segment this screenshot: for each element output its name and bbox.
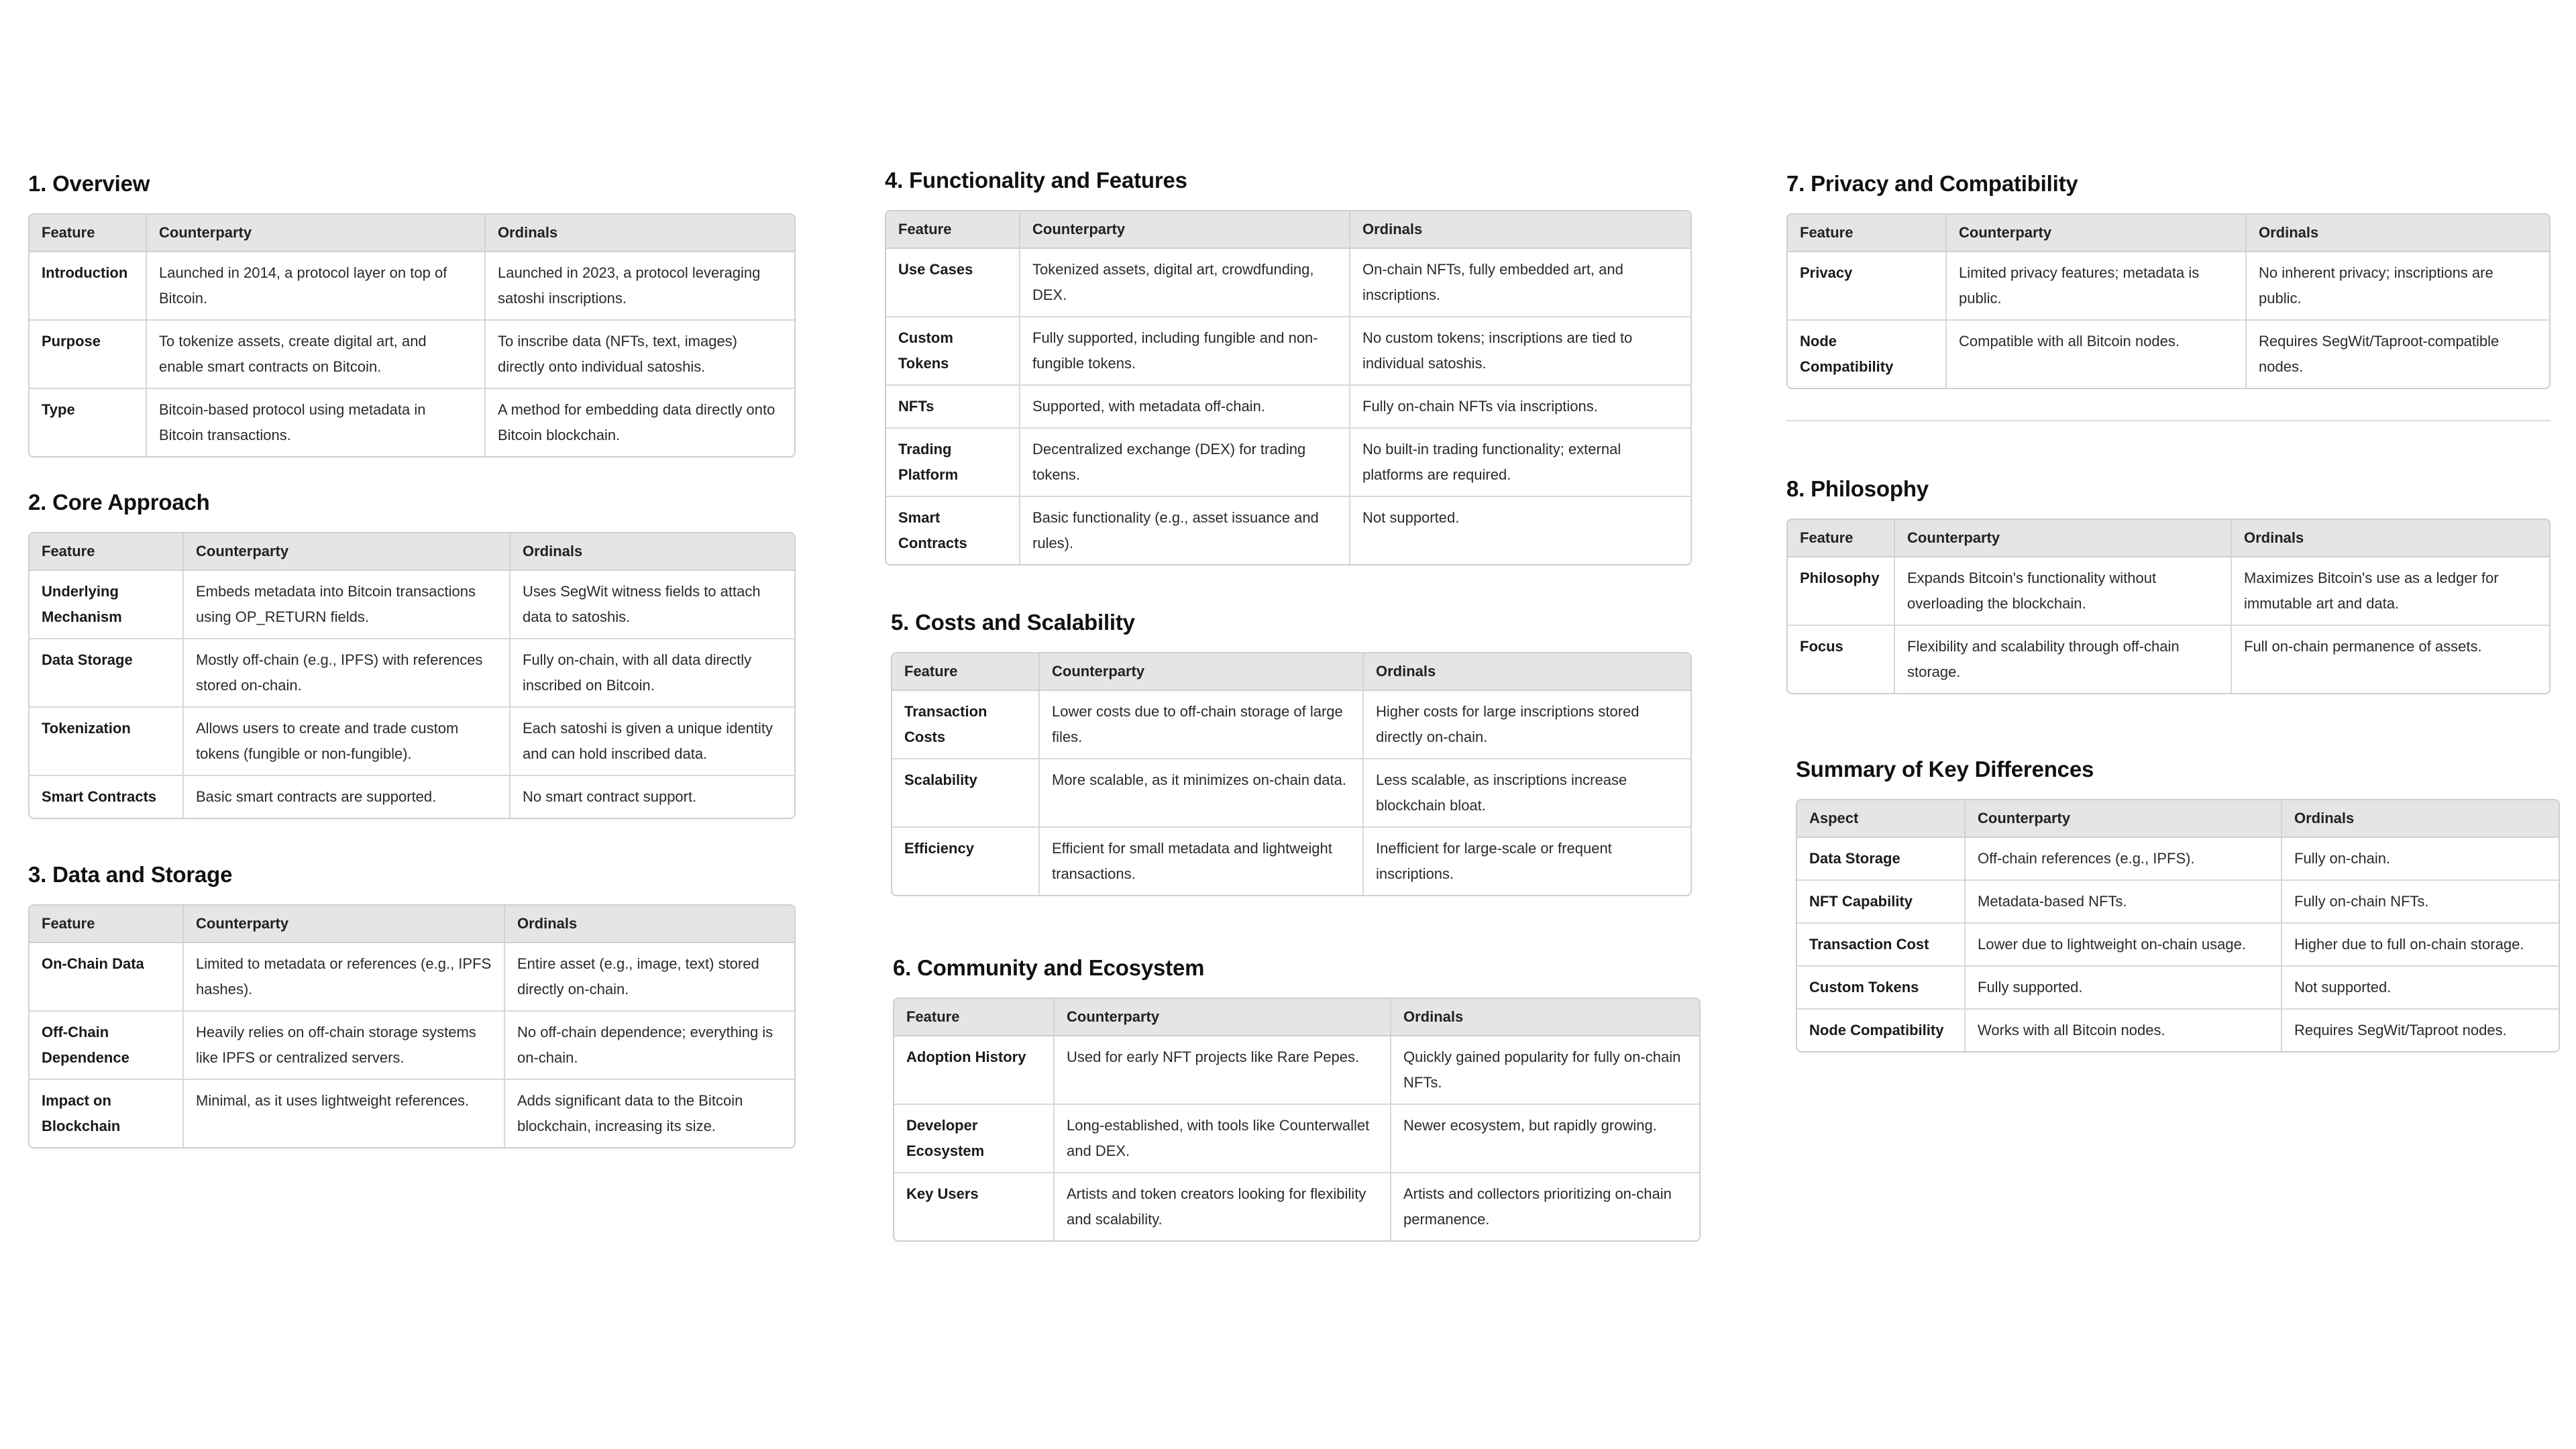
comparison-table (1786, 213, 2551, 389)
table-row (886, 429, 1690, 497)
table-row (30, 776, 794, 818)
row-feature-cell: Efficiency (892, 828, 1040, 895)
table-row (894, 1105, 1699, 1173)
ordinals-cell: Less scalable, as inscriptions increase blockchain bloat. (1364, 759, 1690, 828)
ordinals-cell: To inscribe data (NFTs, text, images) directly onto individual satoshis. (486, 321, 794, 389)
section-data-storage (28, 860, 796, 1148)
table-row (892, 759, 1690, 828)
section-title: 7. Privacy and Compatibility (1786, 171, 2078, 196)
table-row (894, 1173, 1699, 1240)
section-title: 4. Functionality and Features (885, 168, 1187, 193)
column-header: Feature (30, 906, 184, 943)
column-header: Feature (1788, 215, 1947, 252)
table-header-row (30, 906, 794, 943)
table-row (30, 943, 794, 1012)
section-title: 8. Philosophy (1786, 476, 1929, 501)
section-title: Summary of Key Differences (1796, 757, 2094, 782)
row-feature-cell: Tokenization (30, 708, 184, 776)
counterparty-cell: Expands Bitcoin's functionality without overloading the blockchain. (1895, 557, 2232, 626)
counterparty-cell: Bitcoin-based protocol using metadata in Bitcoin transactions. (147, 389, 486, 456)
ordinals-cell: Entire asset (e.g., image, text) stored directly on-chain. (505, 943, 794, 1012)
comparison-table (885, 210, 1692, 566)
ordinals-cell: Requires SegWit/Taproot-compatible nodes. (2259, 333, 2500, 375)
section-core-approach (28, 488, 796, 819)
ordinals-cell: Fully on-chain. (2282, 838, 2559, 881)
counterparty-cell: Long-established, with tools like Counterwallet and DEX. (1055, 1105, 1391, 1173)
comparison-table (893, 998, 1701, 1242)
table-header-row (1797, 800, 2559, 838)
ordinals-cell: Fully on-chain NFTs. (2282, 881, 2559, 924)
comparison-table (1786, 519, 2551, 694)
row-feature-cell: Developer Ecosystem (894, 1105, 1055, 1173)
column-header: Ordinals (1350, 211, 1690, 249)
table-row (1788, 626, 2549, 693)
table-row (1797, 924, 2559, 967)
counterparty-cell: Lower costs due to off-chain storage of large files. (1040, 691, 1364, 759)
column-header: Counterparty (1947, 215, 2247, 252)
ordinals-cell: No off-chain dependence; everything is on-chain. (505, 1012, 794, 1080)
ordinals-cell: Higher due to full on-chain storage. (2282, 924, 2559, 967)
row-feature-cell: Smart Contracts (886, 497, 1020, 564)
counterparty-cell: Embeds metadata into Bitcoin transactions using OP_RETURN fields. (184, 571, 511, 639)
comparison-table (28, 213, 796, 458)
table-header-row (1788, 520, 2549, 557)
ordinals-cell: Maximizes Bitcoin's use as a ledger for immutable art and data. (2232, 557, 2549, 626)
row-feature-cell: Scalability (892, 759, 1040, 828)
table-row (886, 249, 1690, 317)
section-costs-scalability (891, 608, 1692, 896)
row-feature-cell: Use Cases (886, 249, 1020, 317)
row-feature-cell: Underlying Mechanism (30, 571, 184, 639)
table-row (30, 1012, 794, 1080)
section-community (893, 953, 1701, 1242)
column-header: Aspect (1797, 800, 1966, 838)
counterparty-cell: Fully supported, including fungible and non-fungible tokens. (1020, 317, 1350, 386)
ordinals-cell: Inefficient for large-scale or frequent inscriptions. (1376, 840, 1612, 882)
counterparty-cell: Off-chain references (e.g., IPFS). (1966, 838, 2282, 881)
section-functionality (885, 166, 1692, 566)
row-feature-cell: Key Users (894, 1173, 1055, 1240)
row-feature-cell: On-Chain Data (30, 943, 184, 1012)
row-feature-cell: NFTs (886, 386, 1020, 429)
table-row (1797, 1010, 2559, 1051)
section-summary (1796, 755, 2560, 1053)
counterparty-cell: Launched in 2014, a protocol layer on top of Bitcoin. (147, 252, 486, 321)
counterparty-cell: Limited to metadata or references (e.g., IPFS hashes). (184, 943, 505, 1012)
row-feature-cell: Custom Tokens (1797, 967, 1966, 1010)
table-row (886, 386, 1690, 429)
column-header: Counterparty (1966, 800, 2282, 838)
column-header: Feature (1788, 520, 1895, 557)
section-title: 6. Community and Ecosystem (893, 955, 1205, 980)
ordinals-cell: Not supported. (2282, 967, 2559, 1010)
ordinals-cell: Requires SegWit/Taproot nodes. (2294, 1022, 2507, 1038)
table-header-row (894, 999, 1699, 1036)
counterparty-cell: Metadata-based NFTs. (1966, 881, 2282, 924)
row-feature-cell: Off-Chain Dependence (30, 1012, 184, 1080)
ordinals-cell: No smart contract support. (523, 788, 697, 805)
comparison-table (28, 904, 796, 1148)
table-header-row (30, 215, 794, 252)
comparison-table (891, 652, 1692, 896)
column-header: Ordinals (2232, 520, 2549, 557)
table-row (30, 708, 794, 776)
ordinals-cell: Fully on-chain, with all data directly inscribed on Bitcoin. (511, 639, 794, 708)
column-header: Feature (886, 211, 1020, 249)
column-header: Ordinals (2247, 215, 2549, 252)
counterparty-cell: Fully supported. (1966, 967, 2282, 1010)
counterparty-cell: Works with all Bitcoin nodes. (1966, 1010, 2282, 1051)
table-row (30, 252, 794, 321)
counterparty-cell: Flexibility and scalability through off-chain storage. (1895, 626, 2232, 693)
row-feature-cell: Purpose (30, 321, 147, 389)
column-header: Ordinals (486, 215, 794, 252)
ordinals-cell: On-chain NFTs, fully embedded art, and inscriptions. (1350, 249, 1690, 317)
row-feature-cell: Node Compatibility (1788, 321, 1947, 388)
table-row (30, 321, 794, 389)
comparison-table (28, 532, 796, 819)
table-row (894, 1036, 1699, 1105)
column-header: Ordinals (505, 906, 794, 943)
ordinals-cell: No inherent privacy; inscriptions are public. (2247, 252, 2549, 321)
counterparty-cell: Basic smart contracts are supported. (184, 776, 511, 818)
section-overview (28, 169, 796, 458)
counterparty-cell: Limited privacy features; metadata is public. (1947, 252, 2247, 321)
counterparty-cell: Basic functionality (e.g., asset issuance and rules). (1020, 497, 1350, 564)
ordinals-cell: Uses SegWit witness fields to attach data to satoshis. (511, 571, 794, 639)
column-header: Ordinals (511, 533, 794, 571)
table-row (886, 497, 1690, 564)
section-title: 5. Costs and Scalability (891, 610, 1135, 635)
column-header: Feature (894, 999, 1055, 1036)
table-row (30, 571, 794, 639)
table-row (1788, 252, 2549, 321)
ordinals-cell: Adds significant data to the Bitcoin blockchain, increasing its size. (517, 1092, 743, 1134)
row-feature-cell: Transaction Costs (892, 691, 1040, 759)
row-feature-cell: Type (30, 389, 147, 456)
counterparty-cell: Minimal, as it uses lightweight references. (184, 1080, 505, 1147)
table-row (886, 317, 1690, 386)
ordinals-cell: Launched in 2023, a protocol leveraging satoshi inscriptions. (486, 252, 794, 321)
table-row (1797, 881, 2559, 924)
counterparty-cell: Supported, with metadata off-chain. (1020, 386, 1350, 429)
row-feature-cell: Philosophy (1788, 557, 1895, 626)
ordinals-cell: Higher costs for large inscriptions stored directly on-chain. (1364, 691, 1690, 759)
section-title: 2. Core Approach (28, 490, 210, 515)
ordinals-cell: Not supported. (1362, 509, 1460, 526)
column-header: Ordinals (1391, 999, 1699, 1036)
column-header: Counterparty (184, 906, 505, 943)
section-philosophy (1786, 474, 2551, 694)
row-feature-cell: Trading Platform (886, 429, 1020, 497)
row-feature-cell: Transaction Cost (1797, 924, 1966, 967)
table-row (1797, 967, 2559, 1010)
row-feature-cell: Node Compatibility (1797, 1010, 1966, 1051)
row-feature-cell: NFT Capability (1797, 881, 1966, 924)
ordinals-cell: Artists and collectors prioritizing on-chain permanence. (1403, 1185, 1672, 1228)
counterparty-cell: Heavily relies on off-chain storage systems like IPFS or centralized servers. (184, 1012, 505, 1080)
row-feature-cell: Custom Tokens (886, 317, 1020, 386)
row-feature-cell: Data Storage (30, 639, 184, 708)
column-header: Counterparty (1020, 211, 1350, 249)
counterparty-cell: More scalable, as it minimizes on-chain data. (1040, 759, 1364, 828)
section-title: 1. Overview (28, 171, 150, 196)
column-header: Ordinals (1364, 653, 1690, 691)
row-feature-cell: Focus (1788, 626, 1895, 693)
table-header-row (30, 533, 794, 571)
table-row (892, 691, 1690, 759)
column-header: Counterparty (184, 533, 511, 571)
counterparty-cell: Mostly off-chain (e.g., IPFS) with references stored on-chain. (184, 639, 511, 708)
divider (1786, 420, 2551, 421)
counterparty-cell: Artists and token creators looking for flexibility and scalability. (1055, 1173, 1391, 1240)
counterparty-cell: Lower due to lightweight on-chain usage. (1966, 924, 2282, 967)
column-header: Feature (30, 533, 184, 571)
row-feature-cell: Smart Contracts (30, 776, 184, 818)
counterparty-cell: Efficient for small metadata and lightweight transactions. (1040, 828, 1364, 895)
table-row (1797, 838, 2559, 881)
ordinals-cell: A method for embedding data directly onto Bitcoin blockchain. (498, 401, 775, 443)
section-privacy (1786, 169, 2551, 389)
column-header: Counterparty (1040, 653, 1364, 691)
table-header-row (1788, 215, 2549, 252)
table-row (30, 639, 794, 708)
table-header-row (892, 653, 1690, 691)
table-header-row (886, 211, 1690, 249)
counterparty-cell: Allows users to create and trade custom tokens (fungible or non-fungible). (184, 708, 511, 776)
column-header: Counterparty (147, 215, 486, 252)
table-row (30, 1080, 794, 1147)
counterparty-cell: Tokenized assets, digital art, crowdfunding, DEX. (1020, 249, 1350, 317)
table-row (1788, 321, 2549, 388)
ordinals-cell: Quickly gained popularity for fully on-chain NFTs. (1391, 1036, 1699, 1105)
table-row (30, 389, 794, 456)
column-header: Counterparty (1895, 520, 2232, 557)
column-header: Ordinals (2282, 800, 2559, 838)
ordinals-cell: No built-in trading functionality; external platforms are required. (1350, 429, 1690, 497)
row-feature-cell: Introduction (30, 252, 147, 321)
row-feature-cell: Adoption History (894, 1036, 1055, 1105)
comparison-table (1796, 799, 2560, 1053)
ordinals-cell: No custom tokens; inscriptions are tied to individual satoshis. (1350, 317, 1690, 386)
ordinals-cell: Full on-chain permanence of assets. (2244, 638, 2482, 655)
counterparty-cell: Decentralized exchange (DEX) for trading tokens. (1020, 429, 1350, 497)
ordinals-cell: Each satoshi is given a unique identity and can hold inscribed data. (511, 708, 794, 776)
row-feature-cell: Privacy (1788, 252, 1947, 321)
row-feature-cell: Impact on Blockchain (30, 1080, 184, 1147)
table-row (1788, 557, 2549, 626)
ordinals-cell: Newer ecosystem, but rapidly growing. (1391, 1105, 1699, 1173)
column-header: Counterparty (1055, 999, 1391, 1036)
counterparty-cell: Compatible with all Bitcoin nodes. (1947, 321, 2247, 388)
section-title: 3. Data and Storage (28, 862, 233, 887)
column-header: Feature (30, 215, 147, 252)
column-header: Feature (892, 653, 1040, 691)
ordinals-cell: Fully on-chain NFTs via inscriptions. (1350, 386, 1690, 429)
table-row (892, 828, 1690, 895)
counterparty-cell: To tokenize assets, create digital art, and enable smart contracts on Bitcoin. (147, 321, 486, 389)
counterparty-cell: Used for early NFT projects like Rare Pepes. (1055, 1036, 1391, 1105)
row-feature-cell: Data Storage (1797, 838, 1966, 881)
